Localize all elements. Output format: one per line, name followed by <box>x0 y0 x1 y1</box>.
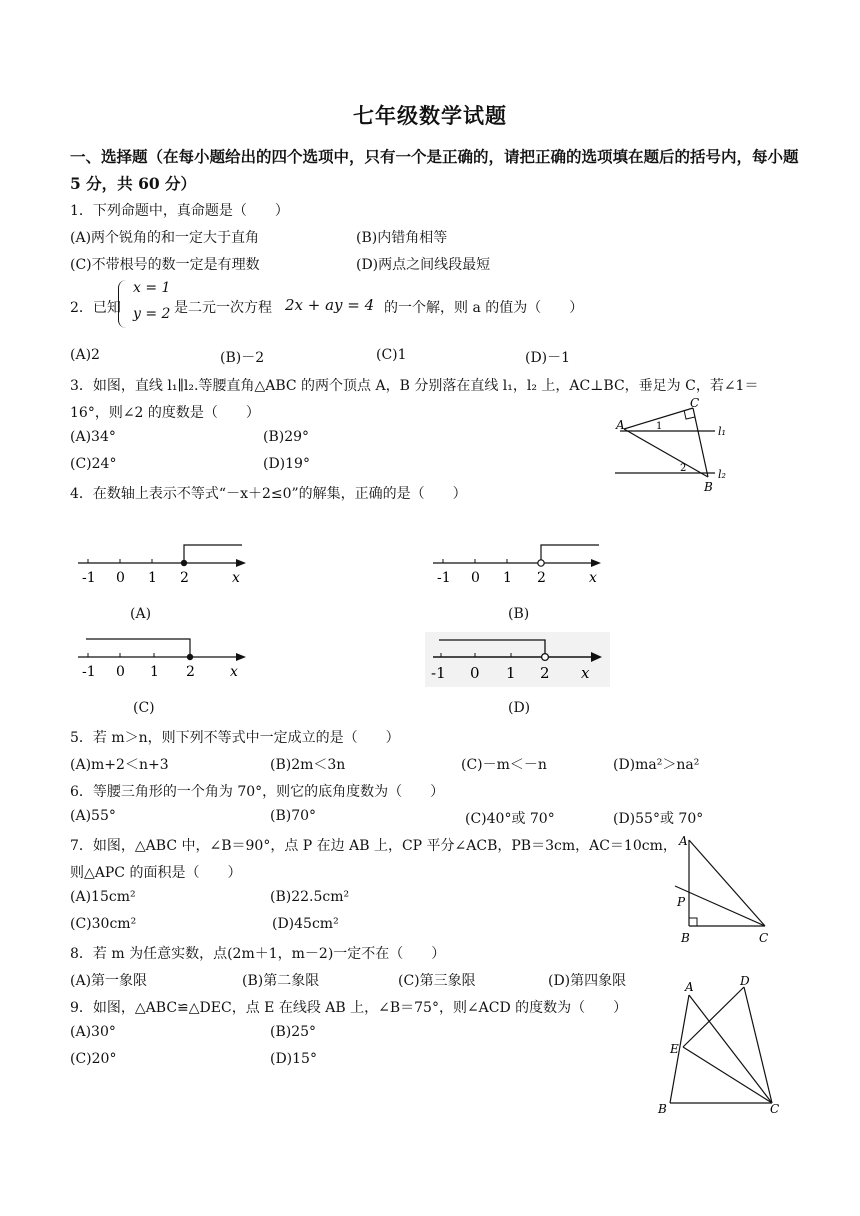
tick-label: 1 <box>150 664 159 680</box>
q8-option-d: (D)第四象限 <box>548 973 627 989</box>
q3-stem-line1: 3．如图，直线 l₁∥l₂.等腰直角△ABC 的两个顶点 A，B 分别落在直线 l₁，l₂ 上，AC⊥BC，垂足为 C，若∠1＝ <box>70 378 759 394</box>
q3-figure-parallel-lines <box>610 395 740 495</box>
number-line-d <box>425 632 615 687</box>
q7-label-b: B <box>681 931 690 945</box>
tick-label: 1 <box>503 570 512 586</box>
tick-label: 0 <box>470 664 480 682</box>
q6-stem: 6．等腰三角形的一个角为 70°，则它的底角度数为（ ） <box>70 784 445 800</box>
q5-stem: 5．若 m＞n，则下列不等式中一定成立的是（ ） <box>70 730 400 746</box>
q7-label-c: C <box>759 931 769 945</box>
q4-caption-a: (A) <box>130 606 152 622</box>
q9-option-d: (D)15° <box>270 1051 317 1067</box>
q7-stem-line2: 则△APC 的面积是（ ） <box>70 865 242 881</box>
q1-option-d: (D)两点之间线段最短 <box>356 257 491 273</box>
axis-variable: x <box>581 664 590 682</box>
number-line-c <box>70 632 260 682</box>
q3-label-angle1: 1 <box>656 421 663 432</box>
q5-option-d: (D)ma²＞na² <box>613 757 700 773</box>
q2-prefix: 2．已知 <box>70 300 121 316</box>
q5-option-a: (A)m+2＜n+3 <box>70 757 169 773</box>
q9-figure-congruent-triangles <box>650 975 800 1125</box>
q2-option-c: (C)1 <box>376 347 407 363</box>
q7-option-d: (D)45cm² <box>272 916 339 932</box>
q9-option-a: (A)30° <box>70 1024 116 1040</box>
q2-option-b: (B)－2 <box>220 350 265 366</box>
q2-middle: 是二元一次方程 <box>174 300 272 316</box>
q8-stem: 8．若 m 为任意实数，点(2m＋1，m－2)一定不在（ ） <box>70 946 446 962</box>
q9-label-c: C <box>770 1102 780 1116</box>
q4-caption-b: (B) <box>508 606 530 622</box>
q4-stem: 4．在数轴上表示不等式“－x＋2≤0”的解集，正确的是（ ） <box>70 486 467 502</box>
q7-option-b: (B)22.5cm² <box>270 889 350 905</box>
q4-caption-d: (D) <box>508 700 531 716</box>
tick-label: 0 <box>116 664 125 680</box>
q9-option-b: (B)25° <box>270 1024 317 1040</box>
q7-option-c: (C)30cm² <box>70 916 137 932</box>
number-line-a <box>70 538 260 588</box>
q3-label-b: B <box>704 480 713 494</box>
q3-option-b: (B)29° <box>263 429 310 445</box>
axis-variable: x <box>232 570 240 586</box>
q6-option-a: (A)55° <box>70 808 116 824</box>
q5-option-c: (C)－m＜－n <box>461 757 547 773</box>
axis-variable: x <box>230 664 238 680</box>
q1-option-a: (A)两个锐角的和一定大于直角 <box>70 230 260 246</box>
q1-option-b: (B)内错角相等 <box>356 230 448 246</box>
q3-label-c: C <box>690 396 700 410</box>
q2-suffix: 的一个解，则 a 的值为（ ） <box>384 300 584 316</box>
q3-stem-line2: 16°，则∠2 的度数是（ ） <box>70 405 260 421</box>
q2-linear-equation: 2x + ay = 4 <box>285 296 375 314</box>
q7-stem-line1: 7．如图，△ABC 中，∠B＝90°，点 P 在边 AB 上，CP 平分∠ACB，PB＝3cm，AC＝10cm， <box>70 838 677 854</box>
q3-option-d: (D)19° <box>263 456 310 472</box>
q2-option-a: (A)2 <box>70 347 100 363</box>
q6-option-d: (D)55°或 70° <box>613 811 704 827</box>
tick-label: 0 <box>471 570 480 586</box>
tick-label: 1 <box>506 664 516 682</box>
axis-variable: x <box>589 570 597 586</box>
tick-label: 1 <box>148 570 157 586</box>
q7-figure-right-triangle <box>665 828 795 953</box>
q1-stem: 1．下列命题中，真命题是（ ） <box>70 203 289 219</box>
tick-label: 2 <box>180 570 189 586</box>
q6-option-b: (B)70° <box>270 808 317 824</box>
q7-label-a: A <box>679 834 688 848</box>
q5-option-b: (B)2m＜3n <box>270 757 346 773</box>
tick-label: 2 <box>186 664 195 680</box>
equation-system-brace <box>118 280 129 328</box>
q8-option-c: (C)第三象限 <box>398 973 476 989</box>
q2-equation-2: y = 2 <box>133 306 171 322</box>
tick-label: -1 <box>437 570 451 586</box>
q2-option-d: (D)－1 <box>525 350 571 366</box>
q9-option-c: (C)20° <box>70 1051 117 1067</box>
q2-equation-1: x = 1 <box>133 280 171 296</box>
tick-label: -1 <box>82 664 96 680</box>
q7-option-a: (A)15cm² <box>70 889 136 905</box>
q9-label-d: D <box>740 975 750 988</box>
q9-label-b: B <box>658 1102 667 1116</box>
tick-label: -1 <box>82 570 96 586</box>
q3-option-a: (A)34° <box>70 429 116 445</box>
q9-label-e: E <box>670 1042 679 1056</box>
tick-label: 2 <box>540 664 550 682</box>
q1-option-c: (C)不带根号的数一定是有理数 <box>70 257 260 273</box>
number-line-b <box>425 538 615 588</box>
q3-label-l1: l₁ <box>718 425 726 438</box>
q8-option-a: (A)第一象限 <box>70 973 148 989</box>
q3-label-a: A <box>616 418 625 432</box>
q4-caption-c: (C) <box>133 700 155 716</box>
q7-label-p: P <box>677 895 686 909</box>
q6-option-c: (C)40°或 70° <box>465 811 555 827</box>
q9-stem: 9．如图，△ABC≌△DEC，点 E 在线段 AB 上，∠B＝75°，则∠ACD 的度数为（ ） <box>70 1000 628 1016</box>
q9-label-a: A <box>685 980 694 994</box>
q8-option-b: (B)第二象限 <box>242 973 320 989</box>
page-title: 七年级数学试题 <box>353 103 507 128</box>
section-heading: 一、选择题（在每小题给出的四个选项中，只有一个是正确的，请把正确的选项填在题后的括号内，每小题 5 分，共 60 分） <box>70 147 799 193</box>
tick-label: 0 <box>116 570 125 586</box>
q3-label-l2: l₂ <box>718 468 726 481</box>
tick-label: -1 <box>431 664 446 682</box>
q3-label-angle2: 2 <box>680 463 687 474</box>
tick-label: 2 <box>537 570 546 586</box>
q3-option-c: (C)24° <box>70 456 117 472</box>
